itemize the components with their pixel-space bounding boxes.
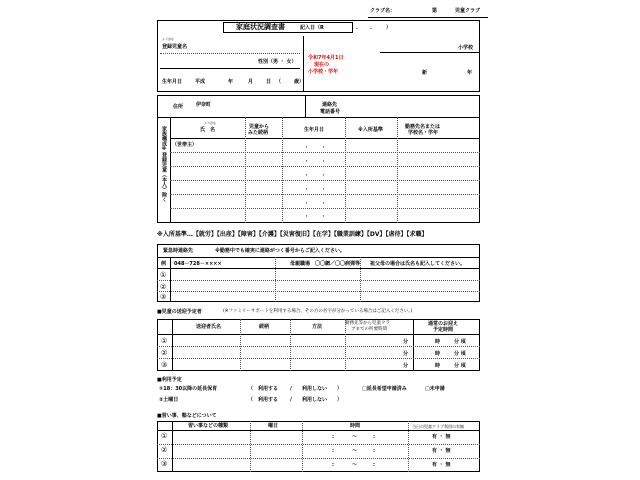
school-suffix: 小学校	[458, 45, 474, 51]
lessons-row-2-colon2: :	[373, 448, 375, 454]
family-work-header2: 学校名・学年	[408, 130, 439, 136]
sex-label: 性別（男 ・ 女）	[258, 59, 297, 65]
address-value: 伊奈町	[196, 102, 212, 108]
contact-label2: 電話番号	[320, 109, 341, 115]
family-dot-6b: ・	[321, 214, 327, 220]
extension-not-checkbox[interactable]: □未申請	[425, 386, 445, 392]
address-label: 住所	[173, 104, 184, 110]
lessons-time-header: 時間	[350, 423, 361, 429]
pickup-row-2-around: 分 頃	[454, 351, 466, 357]
emergency-note: ※勤務中でも確実に連絡がつく番号からご記入ください。	[215, 248, 345, 254]
birth-label: 生年月日	[162, 79, 183, 85]
family-dot-4a: ・	[304, 187, 310, 193]
family-dot-2b: ・	[321, 159, 327, 165]
lessons-row-2-tilde: ～	[352, 448, 358, 454]
club-name-label: クラブ名：	[370, 8, 396, 14]
pickup-method-header: 方法	[312, 324, 323, 330]
usage-ext-use[interactable]: 利用する	[258, 386, 279, 392]
pickup-row-3: ③	[161, 361, 168, 369]
birth-month: 月	[248, 79, 254, 85]
lessons-row-1-colon1: :	[332, 434, 334, 440]
emergency-example-phone: 048－728－××××	[174, 261, 222, 267]
birth-era: 平成	[195, 79, 206, 85]
lessons-row-1-colon2: :	[373, 434, 375, 440]
family-dot-2a: ・	[304, 159, 310, 165]
child-furigana-label: ふりがな	[162, 37, 175, 41]
entry-date-dot2: .	[370, 25, 372, 31]
entry-date-label: 記入日（R	[300, 25, 324, 31]
emergency-row-3: ③	[160, 293, 167, 301]
pickup-row-3-hour: 時	[435, 363, 441, 369]
emergency-example-note: 祖父母の場合は氏名も記入してください。	[370, 261, 466, 267]
family-section	[157, 95, 480, 223]
family-dot-3b: ・	[321, 173, 327, 179]
lessons-row-1: ①	[161, 432, 168, 440]
lessons-row-1-yes-no[interactable]: 有 ・ 無	[432, 434, 451, 440]
lessons-row-3-tilde: ～	[352, 462, 358, 468]
usage-sat-open: （	[248, 397, 254, 403]
lessons-row-3: ③	[161, 460, 168, 468]
usage-sat-close: ）	[337, 397, 343, 403]
grade-suffix: 年	[467, 70, 473, 76]
family-work-header1: 勤務先名または	[405, 124, 441, 130]
school-note-line1: 令和7年4月1日	[308, 55, 344, 61]
family-dot-1b: ・	[321, 145, 327, 151]
lessons-row-3-colon1: :	[332, 462, 334, 468]
pickup-travel-header1: 勤務先等から児童クラ	[345, 321, 390, 326]
pickup-row-3-around: 分 頃	[454, 363, 466, 369]
family-relation-header2: みた続柄	[248, 130, 269, 136]
contact-label1: 連絡先	[322, 102, 338, 108]
lessons-club-use-header: 当日の児童クラブ利用の有無	[412, 424, 464, 429]
emergency-title: 緊急時連絡先	[163, 248, 194, 254]
birth-age-suffix: 歳）	[294, 79, 305, 85]
family-criteria-header: ※入所基準	[358, 127, 383, 133]
family-birth-header: 生年月日	[304, 127, 325, 133]
criteria-note: ※入所基準…【就労】【出産】【障害】【介護】【災害復旧】【在学】【職業訓練】【DV】【虐待】【求職】	[157, 231, 428, 238]
club-suffix: 児童クラブ	[455, 8, 481, 14]
pickup-row-1-min: 分	[403, 339, 409, 345]
family-relation-header1: 児童から	[249, 124, 270, 130]
pickup-row-2: ②	[161, 349, 168, 357]
family-dot-6a: ・	[304, 214, 310, 220]
usage-ext-slash: /	[290, 386, 292, 392]
extension-apply-checkbox[interactable]: □延長希望申請済み	[362, 386, 407, 392]
lessons-row-1-tilde: ～	[352, 434, 358, 440]
birth-year: 年	[228, 79, 234, 85]
emergency-row-2: ②	[160, 283, 167, 291]
pickup-row-2-hour: 時	[435, 351, 441, 357]
lessons-day-header: 曜日	[268, 423, 279, 429]
family-head-label: （世帯主）	[172, 142, 198, 148]
lessons-row-2: ②	[161, 446, 168, 454]
entry-date-close: ）	[386, 25, 392, 31]
usage-ext-not-use[interactable]: 利用しない	[302, 386, 328, 392]
usage-sat-slash: /	[290, 397, 292, 403]
school-note-line2: 現在の	[314, 62, 330, 68]
lessons-type-header: 習い事などの種類	[188, 423, 229, 429]
pickup-travel-header2: ブまでの所要時間	[351, 327, 387, 332]
pickup-row-3-min: 分	[403, 363, 409, 369]
lessons-row-2-colon1: :	[332, 448, 334, 454]
pickup-title: ■児童の送迎予定者	[157, 309, 202, 315]
pickup-row-1-hour: 時	[435, 339, 441, 345]
family-dot-4b: ・	[321, 187, 327, 193]
club-number-label: 第	[432, 8, 438, 14]
family-vertical-label: 家族構成※登録児童（本人）除く	[161, 126, 167, 202]
pickup-row-1: ①	[161, 337, 168, 345]
pickup-time-header2: 予定時間	[433, 327, 454, 333]
family-dot-5a: ・	[304, 201, 310, 207]
family-name-header: 氏 名	[200, 127, 216, 133]
child-name-label: 登録児童名	[162, 44, 188, 50]
page-title: 家庭状況調査書	[236, 23, 285, 31]
entry-date-dot1: .	[356, 25, 358, 31]
usage-sat-use[interactable]: 利用する	[258, 397, 279, 403]
family-dot-3a: ・	[304, 173, 310, 179]
emergency-row-1: ①	[160, 271, 167, 279]
emergency-example-name: 母親職場 〇〇網／〇〇病弾等	[290, 261, 361, 267]
pickup-name-header: 送迎者氏名	[196, 324, 222, 330]
lessons-title: ■習い事、塾などについて	[157, 413, 217, 419]
usage-sat-not-use[interactable]: 利用しない	[302, 397, 328, 403]
pickup-relation-header: 続柄	[259, 324, 270, 330]
pickup-row-2-min: 分	[403, 351, 409, 357]
family-furigana-header: ふりがな	[204, 121, 217, 125]
lessons-row-2-yes-no[interactable]: 有 ・ 無	[432, 448, 451, 454]
pickup-note: (※ファミリーサポートを利用する場合、その方の名字が分かっている場合はご記入ください。)	[223, 309, 413, 314]
lessons-row-3-yes-no[interactable]: 有 ・ 無	[432, 462, 451, 468]
pickup-row-1-around: 分 頃	[454, 339, 466, 345]
usage-extended-label: ①18：30以降の延長保育	[159, 386, 218, 392]
grade-label: 新	[422, 70, 428, 76]
lessons-row-3-colon2: :	[373, 462, 375, 468]
usage-saturday-label: ②土曜日	[159, 397, 179, 403]
pickup-time-header1: 通常のお迎え	[428, 321, 459, 327]
birth-day: 日	[266, 79, 272, 85]
birth-age-open: （	[276, 79, 282, 85]
usage-ext-close: ）	[337, 386, 343, 392]
usage-title: ■利用予定	[157, 377, 182, 383]
school-note-line3: 小学校・学年	[308, 69, 339, 75]
family-dot-1a: ・	[304, 145, 310, 151]
usage-ext-open: （	[248, 386, 254, 392]
emergency-example-num: 例	[161, 261, 167, 267]
family-dot-5b: ・	[321, 201, 327, 207]
